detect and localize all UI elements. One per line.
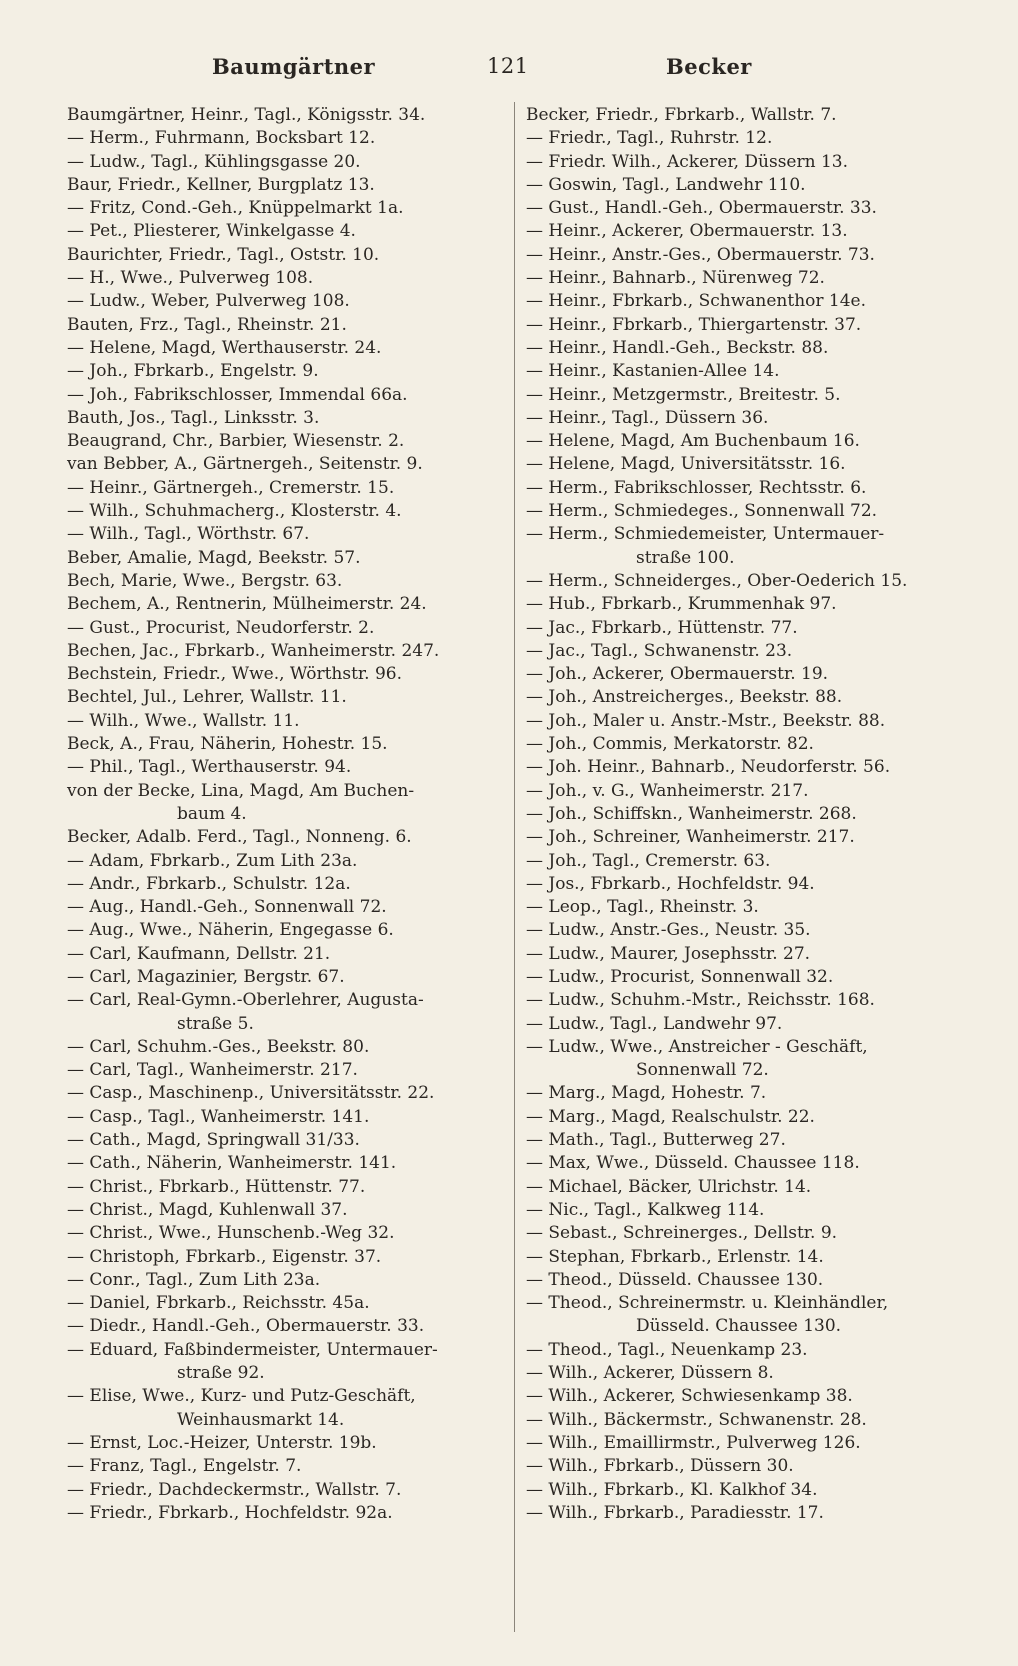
directory-entry: — Carl, Real-Gymn.-Oberlehrer, Augusta- — [67, 990, 424, 1011]
header-left-keyword: Baumgärtner — [212, 54, 376, 79]
directory-entry: — Aug., Wwe., Näherin, Engegasse 6. — [67, 920, 394, 941]
directory-entry: — Ludw., Schuhm.-Mstr., Reichsstr. 168. — [526, 990, 875, 1011]
directory-entry: — H., Wwe., Pulverweg 108. — [67, 268, 314, 289]
directory-entry: — Casp., Tagl., Wanheimerstr. 141. — [67, 1106, 370, 1127]
directory-entry: — Ludw., Anstr.-Ges., Neustr. 35. — [526, 920, 811, 941]
directory-entry: — Joh., Fabrikschlosser, Immendal 66a. — [67, 384, 408, 405]
directory-entry: — Casp., Maschinenp., Universitätsstr. 22. — [67, 1083, 435, 1104]
directory-entry: Becker, Adalb. Ferd., Tagl., Nonneng. 6. — [67, 827, 412, 848]
directory-entry: Beber, Amalie, Magd, Beekstr. 57. — [67, 547, 361, 568]
directory-entry: — Joh., Fbrkarb., Engelstr. 9. — [67, 361, 319, 382]
directory-entry: Bauten, Frz., Tagl., Rheinstr. 21. — [67, 314, 347, 335]
directory-entry: — Ludw., Tagl., Landwehr 97. — [526, 1013, 783, 1034]
directory-entry: — Ludw., Weber, Pulverweg 108. — [67, 291, 350, 312]
directory-entry: — Friedr., Dachdeckermstr., Wallstr. 7. — [67, 1479, 402, 1500]
directory-entry: — Marg., Magd, Hohestr. 7. — [526, 1083, 767, 1104]
directory-entry: baum 4. — [177, 803, 247, 824]
directory-entry: — Carl, Tagl., Wanheimerstr. 217. — [67, 1060, 358, 1081]
directory-entry: straße 5. — [177, 1013, 254, 1034]
directory-entry: — Sebast., Schreinerges., Dellstr. 9. — [526, 1223, 838, 1244]
directory-entry: — Max, Wwe., Düsseld. Chaussee 118. — [526, 1153, 860, 1174]
directory-entry: — Conr., Tagl., Zum Lith 23a. — [67, 1269, 321, 1290]
directory-entry: Düsseld. Chaussee 130. — [636, 1316, 842, 1337]
right-column — [526, 104, 986, 1525]
directory-entry: — Heinr., Kastanien-Allee 14. — [526, 361, 780, 382]
directory-entry: Weinhausmarkt 14. — [177, 1409, 345, 1430]
header-right-keyword: Becker — [666, 54, 752, 79]
page-header — [0, 54, 1018, 90]
directory-entry: — Theod., Tagl., Neuenkamp 23. — [526, 1339, 808, 1360]
directory-entry: — Helene, Magd, Am Buchenbaum 16. — [526, 431, 860, 452]
directory-entry: — Joh., Maler u. Anstr.-Mstr., Beekstr. 88. — [526, 710, 886, 731]
directory-entry: — Leop., Tagl., Rheinstr. 3. — [526, 897, 759, 918]
directory-entry: — Goswin, Tagl., Landwehr 110. — [526, 174, 806, 195]
directory-entry: — Franz, Tagl., Engelstr. 7. — [67, 1456, 302, 1477]
directory-entry: — Wilh., Fbrkarb., Kl. Kalkhof 34. — [526, 1479, 818, 1500]
directory-entry: Becker, Friedr., Fbrkarb., Wallstr. 7. — [526, 105, 837, 125]
directory-entry: — Hub., Fbrkarb., Krummenhak 97. — [526, 594, 837, 615]
page-number: 121 — [487, 54, 529, 78]
directory-entry: — Jac., Fbrkarb., Hüttenstr. 77. — [526, 617, 798, 638]
directory-entry: — Wilh., Fbrkarb., Paradiesstr. 17. — [526, 1502, 824, 1523]
directory-entry: von der Becke, Lina, Magd, Am Buchen- — [67, 780, 415, 801]
directory-entry: — Phil., Tagl., Werthauserstr. 94. — [67, 757, 352, 778]
directory-entry: — Carl, Magazinier, Bergstr. 67. — [67, 966, 345, 987]
directory-entry: Bech, Marie, Wwe., Bergstr. 63. — [67, 570, 343, 591]
directory-entry: — Ludw., Maurer, Josephsstr. 27. — [526, 943, 811, 964]
directory-entry: — Marg., Magd, Realschulstr. 22. — [526, 1106, 815, 1127]
directory-entry: Bauth, Jos., Tagl., Linksstr. 3. — [67, 407, 320, 428]
directory-entry: — Cath., Näherin, Wanheimerstr. 141. — [67, 1153, 397, 1174]
directory-entry: — Joh., Tagl., Cremerstr. 63. — [526, 850, 771, 871]
directory-entry: — Heinr., Handl.-Geh., Beckstr. 88. — [526, 337, 829, 358]
directory-entry: — Pet., Pliesterer, Winkelgasse 4. — [67, 221, 356, 242]
directory-entry: — Heinr., Anstr.-Ges., Obermauerstr. 73. — [526, 244, 875, 265]
directory-entry: — Wilh., Ackerer, Schwiesenkamp 38. — [526, 1386, 853, 1407]
directory-entry: — Joh., Ackerer, Obermauerstr. 19. — [526, 664, 829, 685]
directory-entry: — Heinr., Fbrkarb., Thiergartenstr. 37. — [526, 314, 862, 335]
directory-entry: — Wilh., Wwe., Wallstr. 11. — [67, 710, 300, 731]
directory-entry: — Theod., Düsseld. Chaussee 130. — [526, 1269, 824, 1290]
directory-entry: — Christoph, Fbrkarb., Eigenstr. 37. — [67, 1246, 382, 1267]
directory-entry: van Bebber, A., Gärtnergeh., Seitenstr. 9. — [67, 454, 423, 475]
directory-entry: — Cath., Magd, Springwall 31/33. — [67, 1130, 360, 1151]
directory-entry: — Jac., Tagl., Schwanenstr. 23. — [526, 640, 793, 661]
column-divider — [514, 102, 515, 1632]
directory-entry: — Joh., Anstreicherges., Beekstr. 88. — [526, 687, 843, 708]
directory-entry: — Diedr., Handl.-Geh., Obermauerstr. 33. — [67, 1316, 425, 1337]
directory-entry: — Joh., v. G., Wanheimerstr. 217. — [526, 780, 809, 801]
directory-entry: Bechtel, Jul., Lehrer, Wallstr. 11. — [67, 687, 347, 708]
directory-entry: Beaugrand, Chr., Barbier, Wiesenstr. 2. — [67, 431, 405, 452]
directory-entry: — Herm., Schneiderges., Ober-Oederich 15. — [526, 570, 908, 591]
directory-entry: Bechstein, Friedr., Wwe., Wörthstr. 96. — [67, 664, 403, 685]
directory-entry: — Christ., Magd, Kuhlenwall 37. — [67, 1199, 348, 1220]
directory-entry: — Joh. Heinr., Bahnarb., Neudorferstr. 56. — [526, 757, 891, 778]
directory-entry: — Joh., Schreiner, Wanheimerstr. 217. — [526, 827, 855, 848]
directory-entry: — Eduard, Faßbindermeister, Untermauer- — [67, 1339, 438, 1360]
directory-entry: — Wilh., Fbrkarb., Düssern 30. — [526, 1456, 794, 1477]
directory-entry: — Heinr., Ackerer, Obermauerstr. 13. — [526, 221, 848, 242]
directory-entry: — Wilh., Schuhmacherg., Klosterstr. 4. — [67, 501, 402, 522]
directory-entry: — Heinr., Tagl., Düssern 36. — [526, 407, 769, 428]
directory-entry: — Andr., Fbrkarb., Schulstr. 12a. — [67, 873, 351, 894]
directory-entry: — Daniel, Fbrkarb., Reichsstr. 45a. — [67, 1293, 370, 1314]
directory-entry: — Friedr., Tagl., Ruhrstr. 12. — [526, 128, 773, 149]
directory-entry: straße 100. — [636, 547, 735, 568]
left-column — [67, 104, 507, 1525]
directory-entry: — Jos., Fbrkarb., Hochfeldstr. 94. — [526, 873, 815, 894]
directory-entry: — Wilh., Ackerer, Düssern 8. — [526, 1363, 774, 1384]
directory-entry: — Herm., Fuhrmann, Bocksbart 12. — [67, 128, 376, 149]
directory-entry: — Herm., Schmiedemeister, Untermauer- — [526, 524, 885, 545]
directory-entry: — Heinr., Metzgermstr., Breitestr. 5. — [526, 384, 841, 405]
directory-entry: Sonnenwall 72. — [636, 1060, 769, 1081]
directory-entry: Baumgärtner, Heinr., Tagl., Königsstr. 34. — [67, 105, 426, 125]
directory-entry: straße 92. — [177, 1363, 265, 1384]
directory-entry: Bechem, A., Rentnerin, Mülheimerstr. 24. — [67, 594, 427, 615]
directory-entry: — Michael, Bäcker, Ulrichstr. 14. — [526, 1176, 812, 1197]
directory-entry: — Heinr., Gärtnergeh., Cremerstr. 15. — [67, 477, 395, 498]
directory-entry: — Ludw., Wwe., Anstreicher - Geschäft, — [526, 1036, 868, 1057]
directory-entry: — Carl, Schuhm.-Ges., Beekstr. 80. — [67, 1036, 370, 1057]
directory-entry: — Friedr. Wilh., Ackerer, Düssern 13. — [526, 151, 848, 172]
directory-entry: — Gust., Handl.-Geh., Obermauerstr. 33. — [526, 198, 877, 219]
directory-entry: — Wilh., Emaillirmstr., Pulverweg 126. — [526, 1432, 861, 1453]
directory-entry: — Gust., Procurist, Neudorferstr. 2. — [67, 617, 375, 638]
directory-entry: — Friedr., Fbrkarb., Hochfeldstr. 92a. — [67, 1502, 393, 1523]
directory-entry: — Carl, Kaufmann, Dellstr. 21. — [67, 943, 331, 964]
directory-entry: — Nic., Tagl., Kalkweg 114. — [526, 1199, 765, 1220]
directory-entry: — Joh., Commis, Merkatorstr. 82. — [526, 734, 814, 755]
directory-entry: — Heinr., Fbrkarb., Schwanenthor 14e. — [526, 291, 867, 312]
directory-entry: — Ernst, Loc.-Heizer, Unterstr. 19b. — [67, 1432, 377, 1453]
directory-entry: — Stephan, Fbrkarb., Erlenstr. 14. — [526, 1246, 824, 1267]
directory-entry: — Adam, Fbrkarb., Zum Lith 23a. — [67, 850, 358, 871]
directory-entry: — Joh., Schiffskn., Wanheimerstr. 268. — [526, 803, 857, 824]
directory-entry: Bechen, Jac., Fbrkarb., Wanheimerstr. 247. — [67, 640, 440, 661]
directory-entry: — Ludw., Procurist, Sonnenwall 32. — [526, 966, 834, 987]
directory-entry: — Herm., Schmiedeges., Sonnenwall 72. — [526, 501, 878, 522]
directory-entry: — Heinr., Bahnarb., Nürenweg 72. — [526, 268, 825, 289]
directory-entry: — Helene, Magd, Universitätsstr. 16. — [526, 454, 846, 475]
directory-entry: — Wilh., Tagl., Wörthstr. 67. — [67, 524, 310, 545]
directory-entry: — Math., Tagl., Butterweg 27. — [526, 1130, 786, 1151]
directory-entry: — Fritz, Cond.-Geh., Knüppelmarkt 1a. — [67, 198, 404, 219]
directory-entry: — Ludw., Tagl., Kühlingsgasse 20. — [67, 151, 361, 172]
directory-entry: — Herm., Fabrikschlosser, Rechtsstr. 6. — [526, 477, 867, 498]
directory-entry: — Theod., Schreinermstr. u. Kleinhändler, — [526, 1293, 889, 1314]
directory-entry: — Elise, Wwe., Kurz- und Putz-Geschäft, — [67, 1386, 416, 1407]
directory-entry: — Christ., Wwe., Hunschenb.-Weg 32. — [67, 1223, 395, 1244]
directory-entry: Baur, Friedr., Kellner, Burgplatz 13. — [67, 174, 375, 195]
directory-entry: — Aug., Handl.-Geh., Sonnenwall 72. — [67, 897, 387, 918]
directory-entry: — Helene, Magd, Werthauserstr. 24. — [67, 337, 382, 358]
directory-entry: Baurichter, Friedr., Tagl., Oststr. 10. — [67, 244, 380, 265]
directory-entry: — Wilh., Bäckermstr., Schwanenstr. 28. — [526, 1409, 867, 1430]
directory-entry: — Christ., Fbrkarb., Hüttenstr. 77. — [67, 1176, 366, 1197]
directory-entry: Beck, A., Frau, Näherin, Hohestr. 15. — [67, 734, 388, 755]
